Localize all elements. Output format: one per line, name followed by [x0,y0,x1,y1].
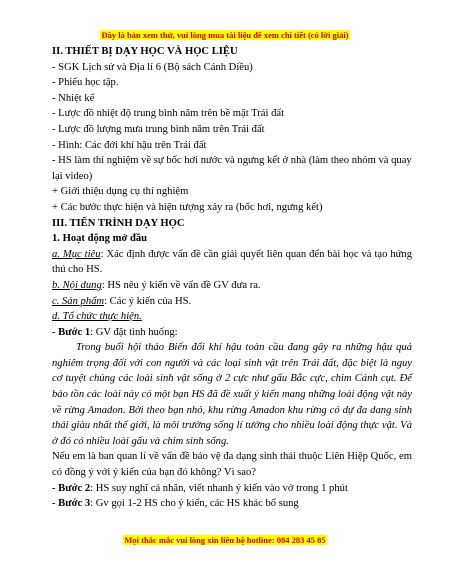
objective-line [52,247,412,278]
objective-label: a. Mục tiêu [52,248,101,260]
equipment-item: - SGK Lịch sử và Địa lí 6 (Bộ sách Cánh Diều) [52,61,253,73]
content-line [52,278,412,294]
hotline-text: Mọi thắc mắc vui lòng xin liên hệ hotline: 084 283 45 85 [124,535,326,545]
equipment-item: + Các bước thực hiện và hiện tượng xảy ra (bốc hơi, ngưng kết) [52,201,323,213]
preview-notice-banner [0,30,450,40]
step1-line [52,325,412,341]
section-heading-equipment: II. THIẾT BỊ DẠY HỌC VÀ HỌC LIỆU [52,46,238,57]
equipment-item: - Phiếu học tập. [52,77,119,89]
equipment-item: + Giới thiệu dụng cụ thí nghiệm [52,186,189,198]
product-label: c. Sản phẩm [52,295,105,307]
step3-label: - Bước 3 [52,498,91,510]
product-text: : Các ý kiến của HS. [104,295,192,307]
step3-text: : Gv gọi 1-2 HS cho ý kiến, các HS khác bổ sung [90,498,299,510]
equipment-item: - Nhiệt kế [52,92,95,104]
product-line [52,294,412,310]
preview-notice-text: Đây là bản xem thử, vui lòng mua tài liệu để xem chi tiết (có lời giải) [101,30,349,40]
step2-text: : HS suy nghĩ cá nhân, viết nhanh ý kiến vào vở trong 1 phút [90,482,348,494]
step3-line [52,496,412,512]
step1-text: : GV đặt tình huống: [90,326,178,338]
question-paragraph: Nếu em là ban quan lí về vấn đề bảo vệ đa dạng sinh thái thuộc Liên Hiệp Quốc, em có đồng ý với ý kiến của bạn đó không? Vì sao? [52,451,412,479]
organization-line: d. Tổ chức thực hiện. [52,311,142,323]
document-body [52,44,412,512]
activity-heading: 1. Hoạt động mở đầu [52,233,148,245]
section-heading-process: III. TIẾN TRÌNH DẠY HỌC [52,217,185,229]
objective-text: : Xác định được vấn đề cần giải quyết liên quan đến bài học và tạo hứng thú cho HS. [52,248,412,276]
scenario-paragraph: Trong buổi hội thảo Biến đổi khí hậu toàn cầu đang gây ra những hậu quả nghiêm trọng đối với con người và các loại sinh vật trên Trái đất, đặc biệt là nguy cơ tuyệt chủng các loài sinh vật sống ở 2 cực như gấu Bắc cực, chim Cánh cụt. Để bảo tồn các loài này có một bạn HS đã đề xuất ý kiến mang những loài động vật này về rừng Amadon. Bởi theo bạn nhỏ, khu rừng Amadon khu rừng có dự đa dang sinh thái giàu nhất thế giới, là môi trường sống lí tưởng cho nhiều loài động thực vật. Và ở đó có nhiều loài gấu và chim sinh sống. [52,342,412,447]
step2-line [52,481,412,497]
content-label: b. Nội dung [52,279,102,291]
content-text: : HS nêu ý kiến về vấn đề GV đưa ra. [101,279,261,291]
hotline-banner [0,535,450,545]
step1-label: - Bước 1 [52,326,91,338]
equipment-item: - Lược đồ lượng mưa trung bình năm trên Trái đất [52,123,265,135]
equipment-item: - Hình: Các đới khí hậu trên Trái đất [52,139,207,151]
equipment-item: - Lược đồ nhiệt độ trung bình năm trên bề mặt Trái đất [52,108,285,120]
equipment-item: - HS làm thí nghiệm về sự bốc hơi nước và ngưng kết ở nhà (làm theo nhóm và quay lại video) [52,155,412,182]
step2-label: - Bước 2 [52,482,91,494]
